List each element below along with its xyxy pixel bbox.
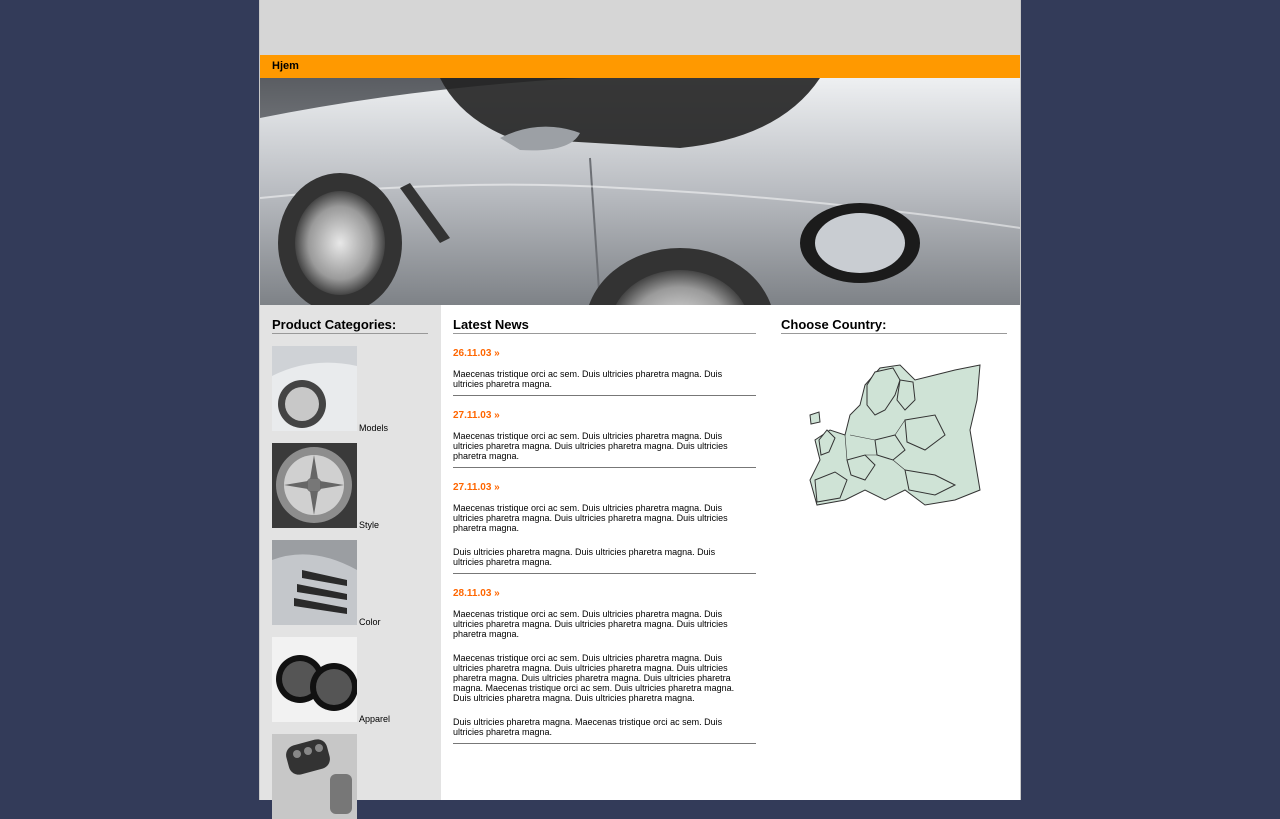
news-item [453,588,756,744]
news-item [453,348,756,396]
accessories-thumbnail[interactable] [272,734,357,819]
news-item [453,482,756,574]
hero-car-image [260,78,1020,305]
models-thumbnail[interactable] [272,346,357,431]
nav-bar [260,55,1020,78]
news-date-link[interactable]: 28.11.03 » [453,588,500,599]
news-text: Maecenas tristique orci ac sem. Duis ultricies pharetra magna. Duis ultricies pharetra magna. Duis ultricies pharetra magna. Duis ultricies pharetra magna. [453,609,728,639]
news-text: Duis ultricies pharetra magna. Maecenas tristique orci ac sem. Duis ultricies pharetra magna. [453,717,723,737]
category-label-apparel[interactable]: Apparel [359,714,391,724]
category-label-style[interactable]: Style [359,520,380,530]
latest-news-section [453,305,756,744]
news-text: Maecenas tristique orci ac sem. Duis ultricies pharetra magna. Duis ultricies pharetra magna. Duis ultricies pharetra magna. Duis ultricies pharetra magna. [453,503,728,533]
news-item [453,410,756,468]
category-color[interactable] [272,540,441,625]
nav-home-link[interactable]: Hjem [272,60,299,72]
category-accessories[interactable] [272,734,441,819]
europe-map[interactable] [805,360,1007,515]
category-apparel[interactable] [272,637,441,722]
product-categories-sidebar [260,305,441,800]
news-date-link[interactable]: 27.11.03 » [453,482,500,493]
news-date-link[interactable]: 26.11.03 » [453,348,500,359]
product-categories-title: Product Categories: [272,317,428,334]
color-thumbnail[interactable] [272,540,357,625]
news-text: Maecenas tristique orci ac sem. Duis ultricies pharetra magna. Duis ultricies pharetra magna. Duis ultricies pharetra magna. Duis ultricies pharetra magna. Duis ultricies pharetra magna. Duis ultricies pharetra magna. Maecenas tristique orci ac sem. Duis ultricies pharetra magna. Duis ultricies pharetra magna. Duis ultricies pharetra magna. [453,653,735,703]
header-banner [260,0,1020,55]
apparel-thumbnail[interactable] [272,637,357,722]
style-thumbnail[interactable] [272,443,357,528]
category-label-models[interactable]: Models [359,423,389,433]
news-date-link[interactable]: 27.11.03 » [453,410,500,421]
category-label-color[interactable]: Color [359,617,381,627]
category-models[interactable] [272,346,441,431]
news-text: Duis ultricies pharetra magna. Duis ultricies pharetra magna. Duis ultricies pharetra magna. [453,547,716,567]
choose-country-section [781,305,1007,515]
news-text: Maecenas tristique orci ac sem. Duis ultricies pharetra magna. Duis ultricies pharetra magna. Duis ultricies pharetra magna. Duis ultricies pharetra magna. [453,431,728,461]
latest-news-title: Latest News [453,317,756,334]
category-style[interactable] [272,443,441,528]
news-text: Maecenas tristique orci ac sem. Duis ultricies pharetra magna. Duis ultricies pharetra magna. [453,369,723,389]
page-container [259,0,1021,800]
choose-country-title: Choose Country: [781,317,1007,334]
